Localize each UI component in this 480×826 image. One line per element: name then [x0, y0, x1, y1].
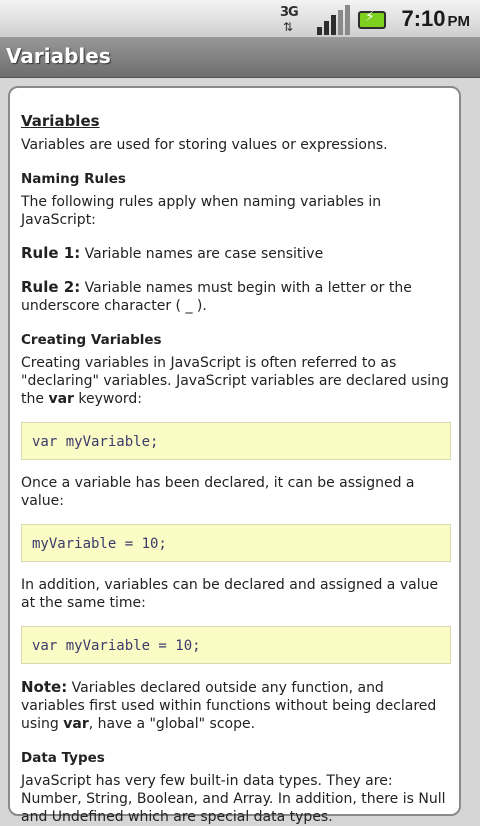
note-var-keyword: var: [63, 716, 89, 732]
data-arrows-icon: ⇅: [283, 20, 294, 34]
rule-2: [21, 278, 451, 315]
creating-text-b: keyword:: [73, 391, 143, 407]
signal-strength-icon: [317, 5, 351, 35]
note-label: Note:: [21, 678, 68, 696]
creating-variables-heading: Creating Variables: [21, 332, 162, 348]
assign-text: Once a variable has been declared, it can be assigned a value:: [21, 475, 415, 509]
addition-text: In addition, variables can be declared and assigned a value at the same time:: [21, 577, 439, 611]
code-block-assign: myVariable = 10;: [21, 524, 451, 562]
note-text-b: , have a "global" scope.: [88, 716, 256, 732]
network-3g-icon: [279, 5, 311, 35]
article-body: [21, 112, 451, 826]
status-clock: [401, 6, 470, 32]
data-types-heading: Data Types: [21, 750, 105, 766]
naming-rules-heading: Naming Rules: [21, 171, 126, 187]
data-types-text: JavaScript has very few built-in data types. They are: Number, String, Boolean, and Array. In addition, there is Null and Undefined which are special data types.: [21, 773, 446, 825]
page-title: Variables: [6, 44, 111, 68]
code-block-declare-assign: var myVariable = 10;: [21, 626, 451, 664]
clock-ampm: PM: [447, 13, 470, 30]
status-bar: [0, 0, 480, 38]
intro-text: Variables are used for storing values or expressions.: [21, 137, 388, 153]
rule-1-text: Variable names are case sensitive: [80, 246, 324, 262]
creating-text-a: Creating variables in JavaScript is often referred to as "declaring" variables. JavaScript variables are declared using the: [21, 355, 449, 407]
content-card[interactable]: [8, 86, 461, 825]
rule-1-label: Rule 1:: [21, 244, 81, 262]
app-title-bar: [0, 38, 480, 78]
note-text-a: Variables declared outside any function, and variables first used within functions without being declared using: [21, 680, 437, 732]
creating-variables-text: [21, 354, 451, 408]
code-block-declare: var myVariable;: [21, 422, 451, 460]
battery-charging-icon: ⚡: [356, 5, 388, 35]
article-heading: Variables: [21, 112, 100, 130]
rule-1: [21, 244, 451, 263]
clock-time: 7:10: [401, 6, 446, 31]
naming-rules-text: The following rules apply when naming variables in JavaScript:: [21, 194, 382, 228]
note-paragraph: [21, 678, 451, 733]
rule-2-label: Rule 2:: [21, 278, 81, 296]
rule-2-text: Variable names must begin with a letter or the underscore character ( _ ).: [21, 280, 412, 314]
var-keyword: var: [48, 391, 74, 407]
network-type-label: 3G: [280, 5, 298, 20]
